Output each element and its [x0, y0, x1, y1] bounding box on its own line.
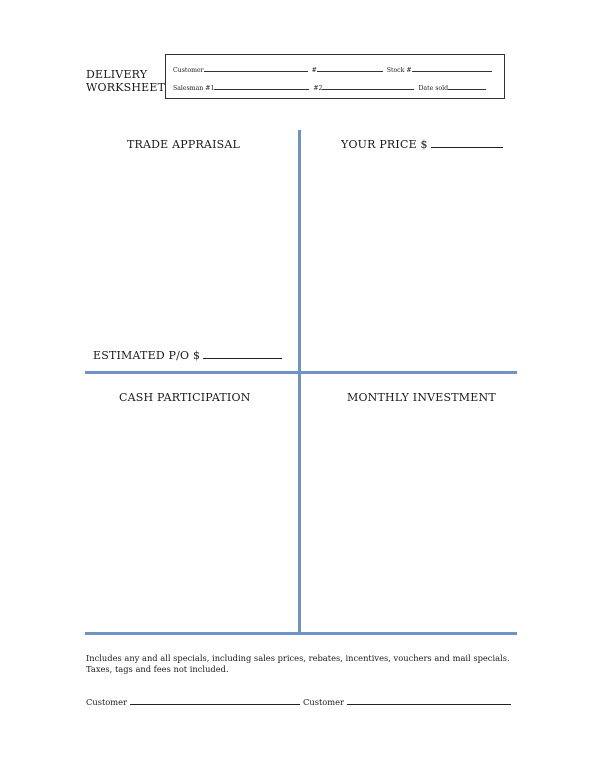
customer-signature-2-field[interactable]: [347, 697, 511, 705]
number-field[interactable]: [317, 65, 383, 72]
estimated-po-label: ESTIMATED P/O $: [93, 349, 201, 362]
vertical-divider: [298, 130, 301, 634]
your-price-heading: [341, 138, 503, 151]
your-price-field[interactable]: [431, 138, 503, 148]
customer-label: Customer: [173, 67, 204, 74]
number2-label: #2: [313, 85, 323, 92]
middle-divider: [85, 371, 517, 374]
worksheet-title: [86, 68, 165, 94]
customer-signature-1: [86, 697, 300, 707]
info-row-customer: [173, 65, 492, 74]
title-line-2: WORKSHEET: [86, 81, 166, 94]
cash-participation-heading: CASH PARTICIPATION: [119, 391, 251, 404]
disclaimer-line-2: Taxes, tags and fees not included.: [86, 664, 229, 674]
trade-appraisal-heading: TRADE APPRAISAL: [127, 138, 241, 151]
salesman-field[interactable]: [214, 83, 309, 90]
salesman-label: Salesman #1: [173, 85, 215, 92]
bottom-divider: [85, 632, 517, 635]
stock-label: Stock #: [386, 67, 412, 74]
number2-field[interactable]: [322, 83, 414, 90]
disclaimer-note: [86, 653, 510, 675]
title-line-1: DELIVERY: [86, 68, 148, 81]
your-price-label: YOUR PRICE $: [341, 138, 428, 151]
customer-signature-1-field[interactable]: [130, 697, 300, 705]
customer-info-box: [165, 54, 505, 99]
estimated-po-row: [93, 349, 282, 362]
customer-signature-1-label: Customer: [86, 697, 128, 707]
info-row-salesman: [173, 83, 486, 92]
customer-field[interactable]: [204, 65, 308, 72]
monthly-investment-heading: MONTHLY INVESTMENT: [347, 391, 496, 404]
date-sold-field[interactable]: [448, 83, 486, 90]
disclaimer-line-1: Includes any and all specials, including sales prices, rebates, incentives, vouchers and mail specials.: [86, 653, 510, 663]
number-label: #: [311, 67, 317, 74]
stock-field[interactable]: [412, 65, 492, 72]
customer-signature-2-label: Customer: [303, 697, 345, 707]
date-sold-label: Date sold: [418, 85, 449, 92]
estimated-po-field[interactable]: [203, 349, 282, 359]
customer-signature-2: [303, 697, 511, 707]
